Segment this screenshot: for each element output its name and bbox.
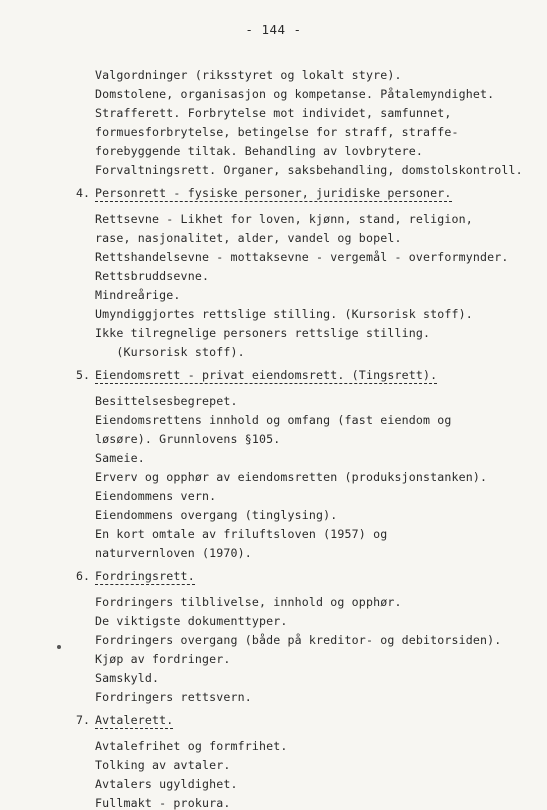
section-line: Erverv og opphør av eiendomsretten (produksjonstanken). [95,470,488,484]
section-line: rase, nasjonalitet, alder, vandel og bopel. [95,231,402,245]
section-line: Fordringers rettsvern. [95,690,252,704]
section-line: Kjøp av fordringer. [95,652,231,666]
section-line: (Kursorisk stoff). [95,345,245,359]
section-line: Eiendommens vern. [95,489,217,503]
section-line: Fullmakt - prokura. [95,796,231,810]
section-line: Avtalefrihet og formfrihet. [95,739,288,753]
section-line: løsøre). Grunnlovens §105. [95,432,281,446]
section-line: Rettshandelsevne - mottaksevne - vergemål - overformynder. [95,250,509,264]
ink-dot [57,645,61,649]
section-number: 5. [76,368,90,382]
section-line: Tolking av avtaler. [95,758,231,772]
intro-line: Strafferett. Forbrytelse mot individet, samfunnet, [95,106,452,120]
page-number: - 144 - [245,22,302,37]
section-line: Umyndiggjortes rettslige stilling. (Kursorisk stoff). [95,307,473,321]
intro-line: Valgordninger (riksstyret og lokalt styre). [95,68,402,82]
section-line: Sameie. [95,451,145,465]
intro-line: formuesforbrytelse, betingelse for straff, straffe- [95,125,459,139]
section-line: Samskyld. [95,671,160,685]
section-line: En kort omtale av friluftsloven (1957) og [95,527,388,541]
intro-line: Forvaltningsrett. Organer, saksbehandling, domstolskontroll. [95,163,523,177]
section-line: Eiendommens overgang (tinglysing). [95,508,338,522]
section-line: Fordringers tilblivelse, innhold og opphør. [95,595,402,609]
section-line: Ikke tilregnelige personers rettslige stilling. [95,326,431,340]
section-line: Rettsevne - Likhet for loven, kjønn, stand, religion, [95,212,473,226]
intro-line: forebyggende tiltak. Behandling av lovbrytere. [95,144,423,158]
section-number: 6. [76,569,90,583]
section-number: 4. [76,186,90,200]
section-line: De viktigste dokumenttyper. [95,614,288,628]
section-line: naturvernloven (1970). [95,546,252,560]
section-line: Mindreårige. [95,288,181,302]
section-heading: Avtalerett. [95,713,174,727]
section-line: Fordringers overgang (både på kreditor- og debitorsiden). [95,633,502,647]
section-line: Avtalers ugyldighet. [95,777,238,791]
section-number: 7. [76,713,90,727]
section-line: Besittelsesbegrepet. [95,394,238,408]
intro-line: Domstolene, organisasjon og kompetanse. Påtalemyndighet. [95,87,495,101]
section-line: Eiendomsrettens innhold og omfang (fast eiendom og [95,413,452,427]
section-heading: Fordringsrett. [95,569,195,583]
section-line: Rettsbruddsevne. [95,269,210,283]
section-heading: Personrett - fysiske personer, juridiske personer. [95,186,452,200]
section-heading: Eiendomsrett - privat eiendomsrett. (Tingsrett). [95,368,438,382]
